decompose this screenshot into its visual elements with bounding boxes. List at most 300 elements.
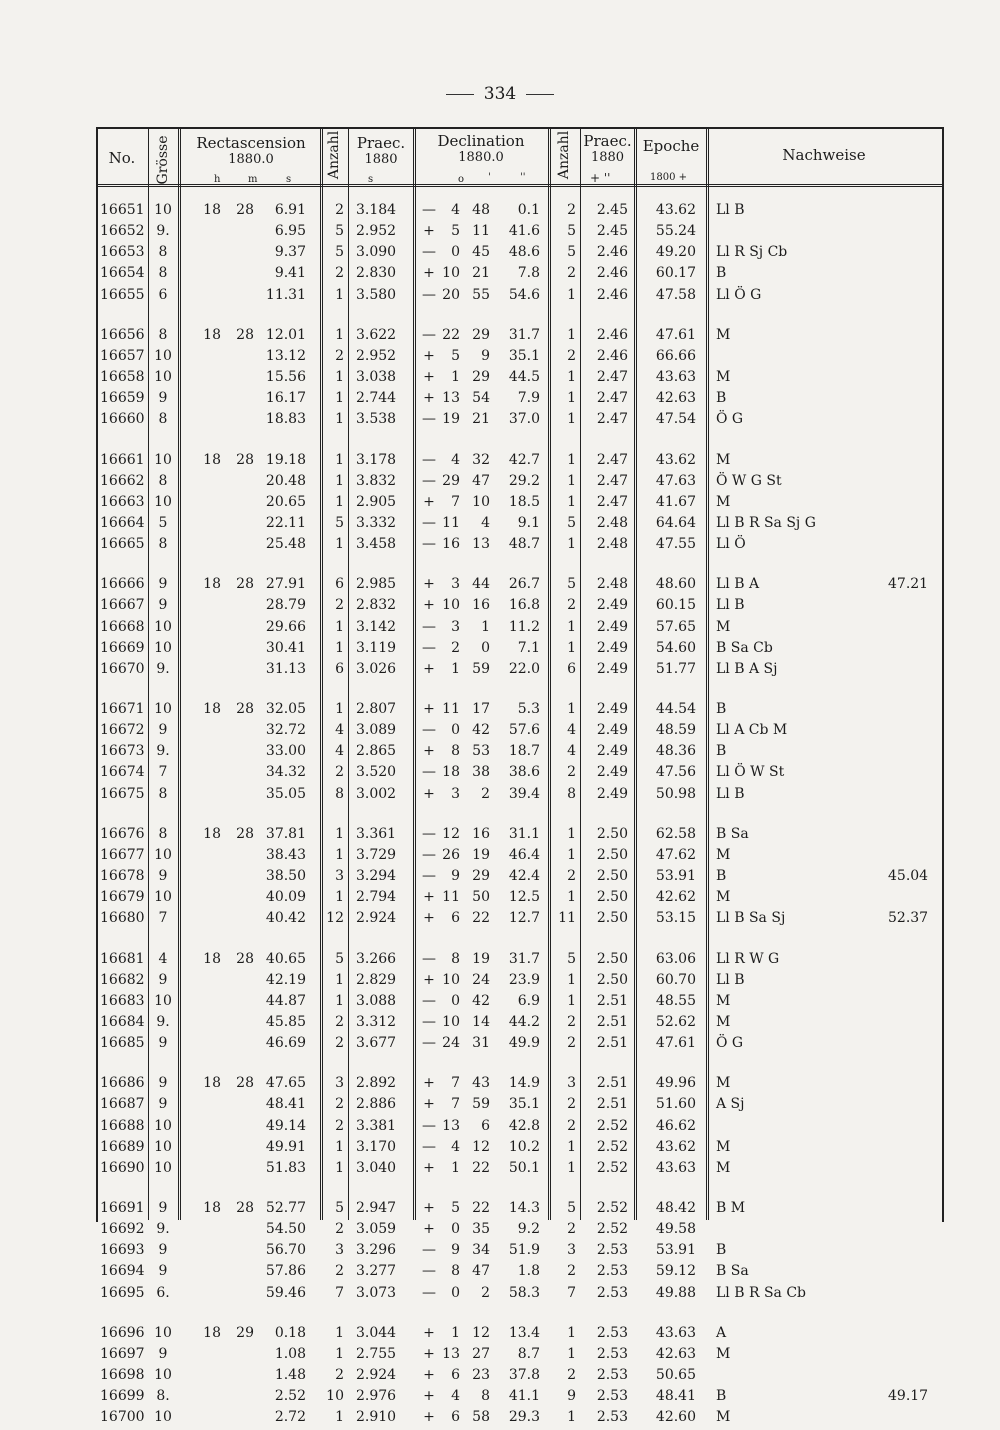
cell-decl-min: 22 — [472, 910, 490, 927]
cell-anzahl: 5 — [335, 1200, 344, 1216]
cell-ra-s: 59.46 — [265, 1284, 306, 1301]
cell-anzahl: 1 — [335, 618, 344, 635]
cell-praec2: 2.49 — [596, 764, 628, 781]
cell-no: 16692 — [100, 1221, 145, 1238]
cell-decl-sign: — — [422, 244, 436, 261]
cell-nachweise: Ll R W G — [716, 950, 780, 967]
cell-no: 16687 — [100, 1096, 145, 1113]
cell-epoche: 47.55 — [655, 536, 696, 553]
cell-epoche: 50.65 — [655, 1367, 696, 1384]
cell-anzahl2: 2 — [567, 202, 576, 218]
cell-groesse: 10 — [154, 202, 172, 218]
cell-decl-deg: 10 — [442, 265, 460, 282]
cell-decl-sec: 48.7 — [508, 536, 540, 553]
cell-epoche: 43.62 — [655, 1138, 696, 1155]
cell-ra-s: 9.37 — [274, 244, 306, 261]
table-row — [0, 411, 1000, 432]
cell-decl-sign: + — [423, 785, 435, 802]
cell-anzahl: 1 — [335, 701, 344, 717]
page-number — [0, 84, 1000, 104]
table-row — [0, 1139, 1000, 1160]
margin-note: 45.04 — [888, 868, 929, 885]
cell-decl-sign: — — [422, 1138, 436, 1155]
cell-decl-sign: — — [422, 472, 436, 489]
cell-no: 16665 — [100, 536, 145, 553]
cell-epoche: 60.15 — [655, 597, 696, 614]
cell-groesse: 8 — [158, 265, 168, 282]
cell-decl-sign: — — [422, 202, 436, 218]
cell-decl-deg: 7 — [451, 1075, 460, 1092]
cell-decl-deg: 9 — [451, 1242, 460, 1259]
cell-decl-min: 29 — [472, 369, 490, 386]
table-row — [0, 244, 1000, 265]
cell-decl-min: 16 — [472, 597, 490, 614]
cell-praec: 2.952 — [356, 223, 397, 240]
cell-anzahl2: 2 — [567, 347, 576, 364]
cell-praec: 2.829 — [356, 971, 397, 988]
table-row — [0, 1367, 1000, 1388]
cell-anzahl: 1 — [335, 889, 344, 906]
cell-epoche: 48.36 — [655, 743, 696, 760]
cell-praec2: 2.49 — [596, 722, 628, 739]
header-praec-unit: s — [368, 174, 374, 185]
cell-nachweise: A — [716, 1324, 727, 1341]
cell-ra-s: 44.87 — [265, 992, 306, 1009]
cell-ra-s: 1.48 — [274, 1367, 306, 1384]
cell-ra-s: 15.56 — [265, 369, 306, 386]
cell-decl-sec: 29.3 — [508, 1409, 540, 1426]
cell-no: 16667 — [100, 597, 145, 614]
cell-decl-deg: 3 — [451, 785, 460, 802]
table-row — [0, 889, 1000, 910]
header-epoche: Epoche — [642, 137, 700, 155]
cell-ra-s: 35.05 — [265, 785, 306, 802]
cell-decl-sec: 57.6 — [508, 722, 540, 739]
cell-decl-deg: 0 — [451, 1284, 460, 1301]
cell-decl-deg: 26 — [442, 846, 460, 863]
cell-decl-min: 21 — [472, 265, 490, 282]
cell-epoche: 50.98 — [655, 785, 696, 802]
cell-decl-deg: 10 — [442, 597, 460, 614]
cell-decl-sign: + — [423, 1221, 435, 1238]
cell-decl-sec: 14.3 — [508, 1200, 540, 1216]
cell-praec2: 2.51 — [596, 992, 628, 1009]
cell-no: 16681 — [100, 950, 145, 967]
cell-epoche: 43.63 — [655, 369, 696, 386]
cell-decl-min: 21 — [472, 411, 490, 428]
cell-anzahl2: 11 — [558, 910, 576, 927]
cell-anzahl: 6 — [335, 576, 344, 593]
cell-groesse: 9 — [158, 1345, 168, 1362]
cell-ra-s: 56.70 — [265, 1242, 306, 1259]
cell-decl-sign: — — [422, 722, 436, 739]
cell-nachweise: M — [716, 493, 731, 510]
cell-decl-sign: — — [422, 825, 436, 842]
cell-praec2: 2.52 — [596, 1221, 628, 1238]
cell-anzahl2: 1 — [567, 846, 576, 863]
cell-epoche: 57.65 — [655, 618, 696, 635]
cell-decl-sec: 18.7 — [508, 743, 540, 760]
cell-epoche: 48.59 — [655, 722, 696, 739]
cell-decl-sign: — — [422, 868, 436, 885]
cell-anzahl: 12 — [326, 910, 344, 927]
cell-praec: 3.040 — [356, 1159, 397, 1176]
cell-decl-min: 23 — [472, 1367, 490, 1384]
cell-epoche: 43.62 — [655, 202, 696, 218]
cell-anzahl: 5 — [335, 244, 344, 261]
cell-praec: 3.622 — [356, 326, 397, 343]
cell-decl-deg: 6 — [451, 910, 460, 927]
cell-ra-h: 18 — [203, 576, 221, 593]
cell-ra-h: 18 — [203, 1324, 221, 1341]
cell-anzahl2: 5 — [567, 223, 576, 240]
cell-anzahl: 4 — [335, 722, 344, 739]
cell-decl-deg: 5 — [451, 1200, 460, 1216]
cell-praec: 3.677 — [356, 1035, 397, 1052]
cell-decl-deg: 10 — [442, 1013, 460, 1030]
cell-anzahl: 3 — [335, 1242, 344, 1259]
cell-decl-sec: 23.9 — [508, 971, 540, 988]
cell-praec2: 2.51 — [596, 1096, 628, 1113]
cell-decl-deg: 6 — [451, 1409, 460, 1426]
cell-praec2: 2.49 — [596, 639, 628, 656]
cell-decl-min: 11 — [472, 223, 490, 240]
cell-decl-min: 58 — [472, 1409, 490, 1426]
cell-anzahl: 2 — [335, 1013, 344, 1030]
cell-no: 16700 — [100, 1409, 145, 1426]
cell-praec: 3.832 — [356, 472, 397, 489]
cell-decl-min: 14 — [472, 1013, 490, 1030]
cell-epoche: 42.62 — [655, 889, 696, 906]
cell-anzahl2: 2 — [567, 1035, 576, 1052]
cell-ra-m: 28 — [236, 701, 254, 717]
cell-epoche: 64.64 — [655, 514, 696, 531]
cell-decl-sec: 13.4 — [508, 1324, 540, 1341]
cell-groesse: 10 — [154, 618, 172, 635]
cell-groesse: 8. — [156, 1388, 170, 1405]
cell-no: 16656 — [100, 326, 145, 343]
cell-praec2: 2.47 — [596, 472, 628, 489]
cell-praec: 3.381 — [356, 1117, 397, 1134]
cell-anzahl2: 2 — [567, 1013, 576, 1030]
cell-praec: 2.865 — [356, 743, 397, 760]
cell-anzahl2: 1 — [567, 639, 576, 656]
cell-anzahl2: 5 — [567, 1200, 576, 1216]
cell-groesse: 9. — [156, 743, 170, 760]
cell-decl-sec: 14.9 — [508, 1075, 540, 1092]
cell-groesse: 10 — [154, 1138, 172, 1155]
cell-ra-s: 20.65 — [265, 493, 306, 510]
cell-decl-deg: 1 — [451, 660, 460, 677]
cell-decl-deg: 11 — [442, 701, 460, 717]
cell-groesse: 9 — [158, 1200, 168, 1216]
cell-decl-sec: 48.6 — [508, 244, 540, 261]
cell-no: 16657 — [100, 347, 145, 364]
cell-anzahl2: 5 — [567, 244, 576, 261]
cell-groesse: 9 — [158, 1035, 168, 1052]
cell-decl-sec: 31.1 — [508, 825, 540, 842]
cell-no: 16661 — [100, 451, 145, 468]
cell-praec: 2.794 — [356, 889, 397, 906]
cell-praec2: 2.50 — [596, 889, 628, 906]
cell-decl-min: 48 — [472, 202, 490, 218]
cell-decl-sec: 41.6 — [508, 223, 540, 240]
cell-decl-deg: 0 — [451, 1221, 460, 1238]
cell-decl-sec: 1.8 — [517, 1263, 540, 1280]
cell-ra-s: 32.05 — [265, 701, 306, 717]
cell-praec: 3.538 — [356, 411, 397, 428]
cell-groesse: 6 — [158, 286, 168, 303]
cell-anzahl2: 3 — [567, 1075, 576, 1092]
cell-anzahl: 2 — [335, 265, 344, 282]
cell-nachweise: M — [716, 1138, 731, 1155]
cell-epoche: 43.63 — [655, 1159, 696, 1176]
cell-praec2: 2.49 — [596, 785, 628, 802]
header-anzahl: Anzahl — [326, 130, 342, 180]
cell-praec: 3.044 — [356, 1324, 397, 1341]
cell-ra-s: 18.83 — [265, 411, 306, 428]
cell-ra-s: 29.66 — [265, 618, 306, 635]
cell-decl-sec: 46.4 — [508, 846, 540, 863]
cell-nachweise: M — [716, 369, 731, 386]
cell-ra-s: 12.01 — [265, 326, 306, 343]
cell-praec2: 2.53 — [596, 1242, 628, 1259]
cell-praec: 2.744 — [356, 390, 397, 407]
cell-groesse: 10 — [154, 1159, 172, 1176]
table-row — [0, 661, 1000, 682]
cell-praec: 2.832 — [356, 597, 397, 614]
cell-groesse: 9 — [158, 1075, 168, 1092]
cell-groesse: 8 — [158, 411, 168, 428]
cell-anzahl2: 1 — [567, 390, 576, 407]
cell-anzahl: 1 — [335, 1138, 344, 1155]
cell-decl-sign: + — [423, 1324, 435, 1341]
cell-decl-min: 47 — [472, 1263, 490, 1280]
header-ra: Rectascension — [196, 134, 306, 152]
table-row — [0, 597, 1000, 618]
cell-anzahl: 1 — [335, 326, 344, 343]
cell-decl-min: 9 — [481, 347, 490, 364]
cell-no: 16655 — [100, 286, 145, 303]
cell-no: 16652 — [100, 223, 145, 240]
cell-nachweise: Ll Ö W St — [716, 764, 785, 781]
cell-nachweise: B Sa Cb — [716, 639, 773, 656]
cell-decl-deg: 10 — [442, 971, 460, 988]
cell-nachweise: Ll B R Sa Sj G — [716, 514, 816, 531]
cell-decl-sign: + — [423, 660, 435, 677]
table-row — [0, 1263, 1000, 1284]
cell-decl-min: 6 — [481, 1117, 490, 1134]
header-groesse: Grösse — [155, 135, 171, 185]
cell-praec2: 2.47 — [596, 493, 628, 510]
table-row — [0, 847, 1000, 868]
cell-decl-deg: 22 — [442, 326, 460, 343]
header-ra-unit-s: s — [286, 174, 292, 185]
cell-decl-min: 8 — [481, 1388, 490, 1405]
cell-groesse: 10 — [154, 369, 172, 386]
cell-decl-deg: 13 — [442, 1117, 460, 1134]
cell-ra-h: 18 — [203, 1075, 221, 1092]
table-row — [0, 1035, 1000, 1056]
cell-anzahl2: 2 — [567, 1367, 576, 1384]
cell-ra-s: 1.08 — [274, 1345, 306, 1362]
cell-anzahl2: 9 — [567, 1388, 576, 1405]
cell-praec2: 2.48 — [596, 514, 628, 531]
cell-nachweise: A Sj — [716, 1096, 745, 1113]
cell-groesse: 7 — [158, 910, 168, 927]
cell-praec: 2.892 — [356, 1075, 397, 1092]
cell-praec: 3.089 — [356, 722, 397, 739]
cell-anzahl2: 1 — [567, 286, 576, 303]
cell-praec2: 2.49 — [596, 701, 628, 717]
cell-decl-sign: — — [422, 1013, 436, 1030]
cell-decl-min: 59 — [472, 660, 490, 677]
cell-praec: 3.580 — [356, 286, 397, 303]
cell-decl-sign: — — [422, 992, 436, 1009]
cell-epoche: 41.67 — [655, 493, 696, 510]
cell-nachweise: M — [716, 889, 731, 906]
table-row — [0, 1096, 1000, 1117]
cell-no: 16689 — [100, 1138, 145, 1155]
cell-ra-h: 18 — [203, 701, 221, 717]
header-epoche-unit: 1800 + — [650, 172, 688, 183]
cell-decl-sign: — — [422, 846, 436, 863]
cell-praec2: 2.47 — [596, 451, 628, 468]
cell-decl-min: 1 — [481, 618, 490, 635]
cell-no: 16662 — [100, 472, 145, 489]
cell-decl-sign: + — [423, 493, 435, 510]
cell-epoche: 48.41 — [655, 1388, 696, 1405]
header-decl-epoch: 1880.0 — [458, 150, 504, 165]
cell-groesse: 9. — [156, 1013, 170, 1030]
cell-decl-deg: 1 — [451, 1159, 460, 1176]
table-row — [0, 1285, 1000, 1306]
table-row — [0, 202, 1000, 223]
cell-praec2: 2.50 — [596, 825, 628, 842]
cell-epoche: 49.96 — [655, 1075, 696, 1092]
cell-decl-sign: — — [422, 1263, 436, 1280]
cell-decl-deg: 1 — [451, 1324, 460, 1341]
cell-groesse: 10 — [154, 846, 172, 863]
cell-decl-sign: — — [422, 764, 436, 781]
cell-ra-m: 28 — [236, 326, 254, 343]
header-decl-unit-deg: o — [458, 174, 465, 185]
cell-decl-deg: 0 — [451, 992, 460, 1009]
cell-epoche: 42.63 — [655, 1345, 696, 1362]
cell-no: 16682 — [100, 971, 145, 988]
cell-decl-min: 42 — [472, 992, 490, 1009]
cell-anzahl: 1 — [335, 971, 344, 988]
cell-ra-s: 6.91 — [274, 202, 306, 218]
cell-praec: 3.178 — [356, 451, 397, 468]
cell-decl-sec: 41.1 — [508, 1388, 540, 1405]
cell-groesse: 4 — [158, 950, 168, 967]
cell-decl-sign: + — [423, 1345, 435, 1362]
cell-ra-s: 31.13 — [265, 660, 306, 677]
table-row — [0, 1118, 1000, 1139]
cell-groesse: 10 — [154, 1324, 172, 1341]
cell-ra-s: 49.14 — [265, 1117, 306, 1134]
cell-ra-s: 0.18 — [274, 1324, 306, 1341]
header-ra-unit-h: h — [214, 174, 221, 185]
cell-decl-deg: 13 — [442, 1345, 460, 1362]
cell-decl-sign: + — [423, 1075, 435, 1092]
cell-decl-sec: 54.6 — [508, 286, 540, 303]
cell-ra-s: 45.85 — [265, 1013, 306, 1030]
cell-praec: 3.059 — [356, 1221, 397, 1238]
cell-anzahl: 6 — [335, 660, 344, 677]
cell-no: 16668 — [100, 618, 145, 635]
cell-no: 16663 — [100, 493, 145, 510]
cell-nachweise: M — [716, 1159, 731, 1176]
cell-nachweise: Ll B — [716, 971, 745, 988]
cell-epoche: 54.60 — [655, 639, 696, 656]
cell-decl-sign: — — [422, 639, 436, 656]
cell-praec2: 2.51 — [596, 1013, 628, 1030]
cell-no: 16686 — [100, 1075, 145, 1092]
cell-anzahl: 1 — [335, 992, 344, 1009]
cell-groesse: 10 — [154, 1117, 172, 1134]
cell-decl-min: 24 — [472, 971, 490, 988]
table-row — [0, 1160, 1000, 1181]
cell-anzahl2: 1 — [567, 889, 576, 906]
cell-decl-sign: + — [423, 743, 435, 760]
cell-epoche: 49.58 — [655, 1221, 696, 1238]
cell-nachweise: Ö W G St — [716, 472, 782, 489]
header-no: No. — [108, 149, 136, 167]
cell-praec: 2.807 — [356, 701, 397, 717]
table-row — [0, 390, 1000, 411]
cell-decl-sec: 31.7 — [508, 950, 540, 967]
cell-anzahl2: 1 — [567, 472, 576, 489]
cell-decl-deg: 7 — [451, 1096, 460, 1113]
cell-decl-sec: 50.1 — [508, 1159, 540, 1176]
cell-no: 16684 — [100, 1013, 145, 1030]
table-row — [0, 576, 1000, 597]
cell-anzahl2: 2 — [567, 597, 576, 614]
cell-no: 16654 — [100, 265, 145, 282]
cell-praec2: 2.51 — [596, 1035, 628, 1052]
cell-groesse: 10 — [154, 992, 172, 1009]
cell-ra-m: 28 — [236, 1200, 254, 1216]
cell-praec: 3.026 — [356, 660, 397, 677]
cell-praec: 3.119 — [356, 639, 397, 656]
table-row — [0, 826, 1000, 847]
cell-anzahl2: 1 — [567, 971, 576, 988]
cell-nachweise: B — [716, 701, 727, 717]
cell-groesse: 10 — [154, 701, 172, 717]
cell-praec2: 2.52 — [596, 1200, 628, 1216]
cell-decl-sec: 37.0 — [508, 411, 540, 428]
cell-decl-min: 16 — [472, 825, 490, 842]
cell-anzahl2: 5 — [567, 950, 576, 967]
cell-praec2: 2.46 — [596, 326, 628, 343]
cell-praec2: 2.53 — [596, 1324, 628, 1341]
table-row — [0, 1325, 1000, 1346]
cell-decl-min: 2 — [481, 785, 490, 802]
margin-note: 52.37 — [888, 910, 929, 927]
cell-anzahl2: 1 — [567, 1324, 576, 1341]
cell-praec2: 2.52 — [596, 1117, 628, 1134]
cell-praec: 2.830 — [356, 265, 397, 282]
table-row — [0, 786, 1000, 807]
cell-epoche: 42.60 — [655, 1409, 696, 1426]
cell-anzahl: 1 — [335, 825, 344, 842]
cell-decl-min: 19 — [472, 846, 490, 863]
cell-anzahl2: 5 — [567, 576, 576, 593]
cell-decl-deg: 11 — [442, 889, 460, 906]
cell-groesse: 10 — [154, 1367, 172, 1384]
